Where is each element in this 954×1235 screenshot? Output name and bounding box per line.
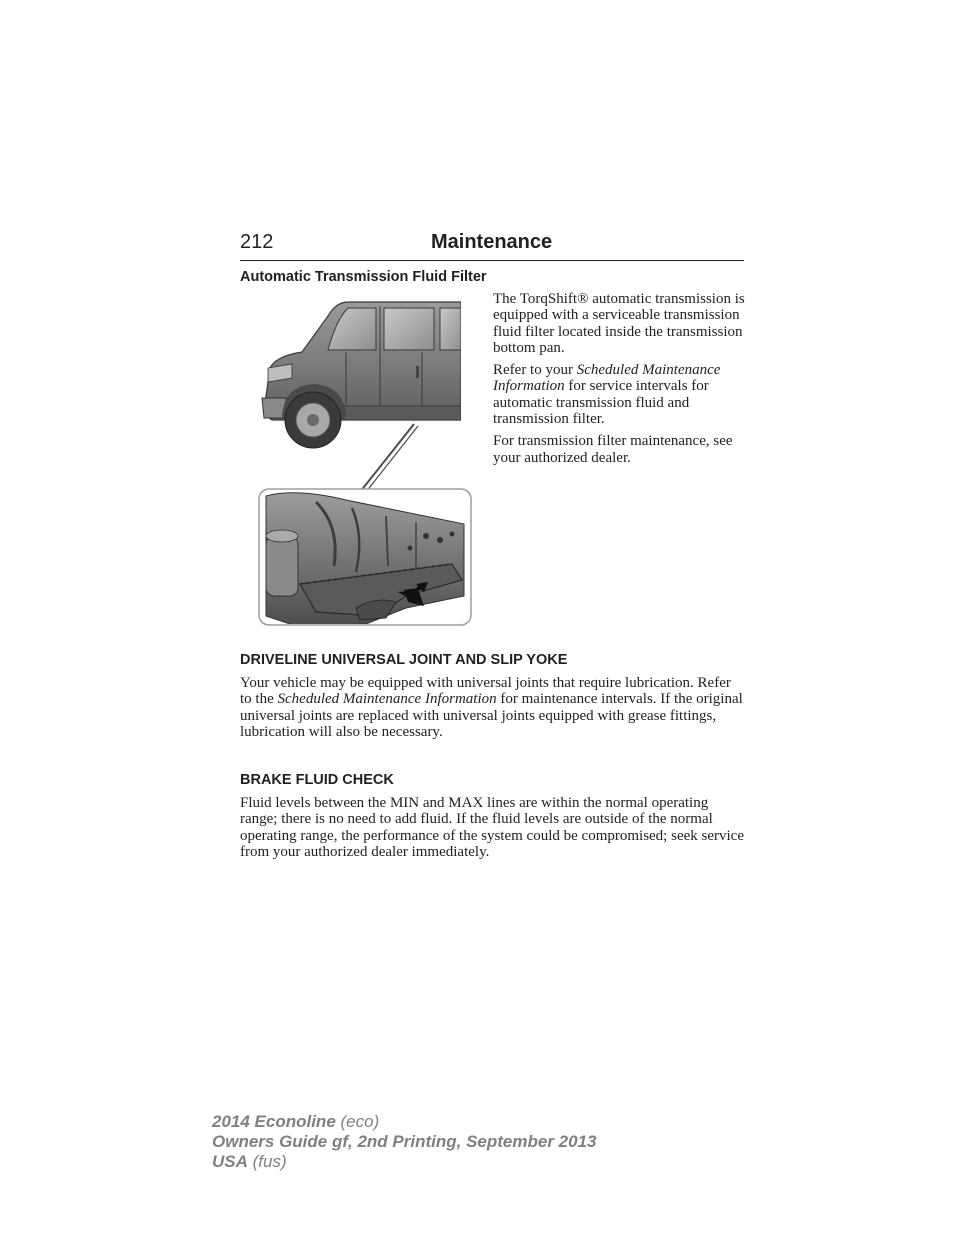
page-header <box>240 228 744 261</box>
text-run: Refer to your <box>493 362 577 379</box>
atf-filter-paragraph-2 <box>493 362 745 427</box>
driveline-heading: DRIVELINE UNIVERSAL JOINT AND SLIP YOKE <box>240 652 568 668</box>
atf-filter-text <box>493 291 745 472</box>
footer-model-line <box>212 1112 596 1132</box>
brake-fluid-heading: BRAKE FLUID CHECK <box>240 772 394 788</box>
footer-model-code: (eco) <box>335 1112 380 1131</box>
footer-market: USA <box>212 1152 248 1171</box>
brake-fluid-paragraph: Fluid levels between the MIN and MAX lines are within the normal operating range; there is no need to add fluid. If the fluid levels are outside of the normal operating range, the performance of the system could be compromised; seek service from your authorized dealer immediately. <box>240 795 744 860</box>
driveline-paragraph <box>240 675 745 740</box>
atf-filter-heading: Automatic Transmission Fluid Filter <box>240 269 487 285</box>
page-number: 212 <box>240 231 274 253</box>
footer-market-line <box>212 1152 596 1172</box>
text-run: Your vehicle may be equipped with universal joints that require lubrication. Refer to the <box>240 675 731 708</box>
footer-model: 2014 Econoline <box>212 1112 336 1131</box>
scheduled-maintenance-reference: Scheduled Maintenance Information <box>277 691 497 708</box>
footer-market-code: (fus) <box>247 1152 287 1171</box>
section-title: Maintenance <box>431 231 553 253</box>
page-footer <box>212 1112 596 1172</box>
text-run: for service intervals for automatic transmission fluid and transmission filter. <box>493 378 709 428</box>
scheduled-maintenance-reference: Scheduled Maintenance Information <box>493 362 721 395</box>
driveline-text <box>240 675 745 746</box>
atf-filter-paragraph-3: For transmission filter maintenance, see your authorized dealer. <box>493 433 733 466</box>
brake-fluid-text <box>240 795 745 866</box>
atf-filter-paragraph-1: The TorqShift® automatic transmission is equipped with a serviceable transmission fluid filter located inside the transmission bottom pan. <box>493 291 745 356</box>
transmission-filter-illustration <box>256 296 476 630</box>
van-icon <box>262 302 461 448</box>
footer-guide-line: Owners Guide gf, 2nd Printing, September 2013 <box>212 1132 597 1151</box>
text-run: for maintenance intervals. If the original universal joints are replaced with universal joints equipped with grease fittings, lubrication will also be necessary. <box>240 691 743 740</box>
